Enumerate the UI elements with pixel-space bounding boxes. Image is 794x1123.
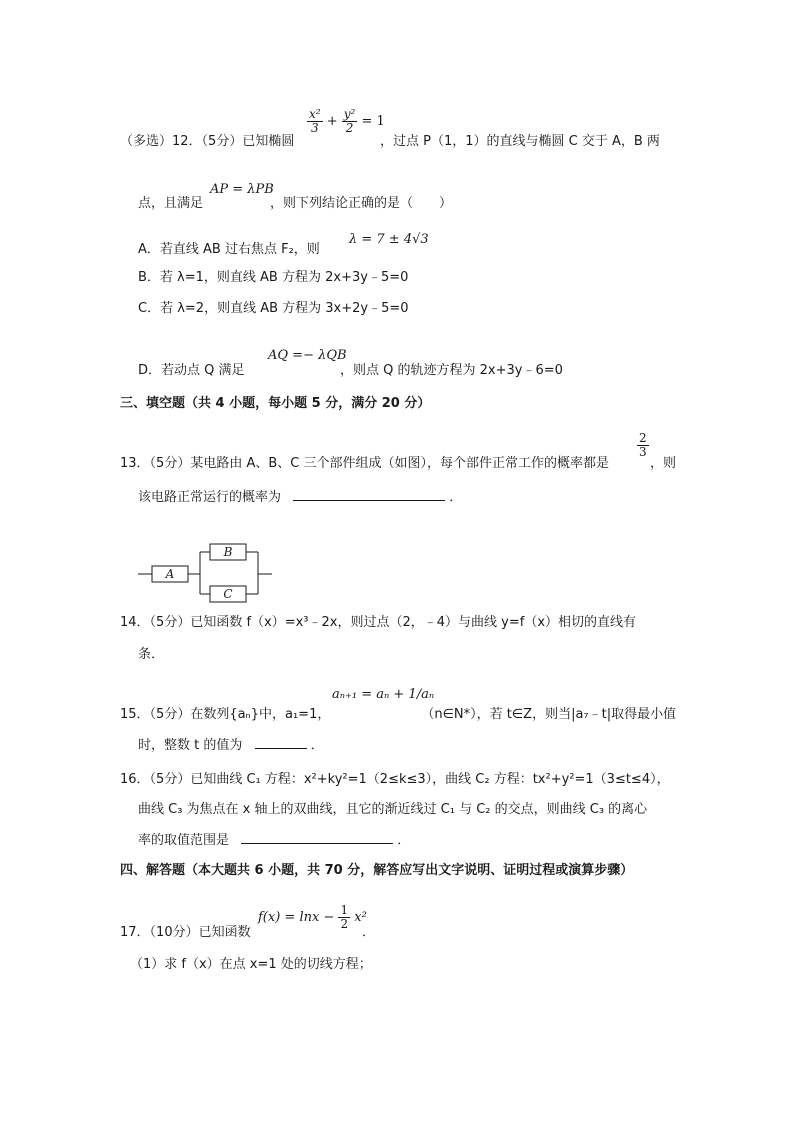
q12-option-a-formula: λ = 7 ± 4√3: [349, 232, 429, 247]
q17-prefix: 17．（10分）已知函数: [120, 925, 251, 940]
q16-answer-blank: [241, 843, 393, 844]
label-a: A: [165, 567, 175, 581]
label-c: C: [223, 587, 233, 601]
q15-recurrence: aₙ₊₁ = aₙ + 1/aₙ: [332, 687, 435, 702]
q12-option-b: B．若 λ=1，则直线 AB 方程为 2x+3y﹣5=0: [138, 270, 409, 285]
q12-option-d-prefix: D．若动点 Q 满足: [138, 363, 245, 378]
q12-line1-suffix: ，过点 P（1，1）的直线与椭圆 C 交于 A，B 两: [380, 134, 660, 149]
q12-line2-suffix: ，则下列结论正确的是（ ）: [270, 196, 453, 211]
q17-function: f(x) = lnx − $\frac{1}{2}$ x²: [258, 903, 367, 931]
ellipse-frac-1: $\frac{\text{x²}}{3}$: [309, 107, 321, 135]
q12-line2-prefix: 点，且满足: [138, 196, 204, 211]
q14-line2: 条．: [138, 647, 165, 662]
q12-option-d-formula: AQ =− λQB: [268, 348, 347, 363]
q17-sub1: （1）求 f（x）在点 x=1 处的切线方程；: [130, 957, 372, 972]
ellipse-frac-2: $\frac{\text{y²}}{2}$: [343, 107, 356, 135]
q15-answer-blank: [255, 748, 307, 749]
q12-option-c: C．若 λ=2，则直线 AB 方程为 3x+2y﹣5=0: [138, 301, 409, 316]
q13-line2: 该电路正常运行的概率为 ．: [138, 490, 463, 505]
q15-line1: 15．（5分）在数列{aₙ}中，a₁=1， （n∈N*），若 t∈Z，则当|a₇﹣t|取得最小值: [120, 707, 677, 722]
section-3-title: 三、填空题（共 4 小题，每小题 5 分，满分 20 分）: [120, 396, 431, 411]
circuit-diagram: [138, 540, 274, 604]
q12-ellipse-formula: $\frac{\text{x²}}{3}$ + $\frac{\text{y²}}{2}$ = 1: [309, 107, 385, 135]
q12-prefix: （多选）12．（5分）已知椭圆: [120, 134, 295, 149]
q17-end: ．: [362, 925, 376, 940]
q16-line3: 率的取值范围是 ．: [138, 833, 411, 848]
q13-fraction: $\frac{2}{3}$: [639, 431, 647, 459]
q12-option-a: A．若直线 AB 过右焦点 F₂，则: [138, 242, 320, 257]
q16-line1: 16．（5分）已知曲线 C₁ 方程：x²+ky²=1（2≤k≤3），曲线 C₂ 方程：tx²+y²=1（3≤t≤4），: [120, 772, 670, 787]
q13-answer-blank: [293, 500, 445, 501]
q14-line1: 14．（5分）已知函数 f（x）=x³﹣2x，则过点（2，﹣4）与曲线 y=f（x）相切的直线有: [120, 615, 637, 630]
q12-vector-condition: AP = λPB: [210, 182, 274, 197]
label-b: B: [223, 545, 233, 559]
section-4-title: 四、解答题（本大题共 6 小题，共 70 分，解答应写出文字说明、证明过程或演算步骤）: [120, 863, 634, 878]
q15-line2: 时，整数 t 的值为 ．: [138, 738, 324, 753]
q12-line1: [120, 133, 294, 151]
q12-option-d-suffix: ，则点 Q 的轨迹方程为 2x+3y﹣6=0: [340, 363, 563, 378]
q13-line1: 13．（5分）某电路由 A、B、C 三个部件组成（如图），每个部件正常工作的概率都是: [120, 456, 609, 471]
q16-line2: 曲线 C₃ 为焦点在 x 轴上的双曲线，且它的渐近线过 C₁ 与 C₂ 的交点，则曲线 C₃ 的离心: [138, 802, 648, 817]
q13-line1-end: ，则: [650, 456, 677, 471]
